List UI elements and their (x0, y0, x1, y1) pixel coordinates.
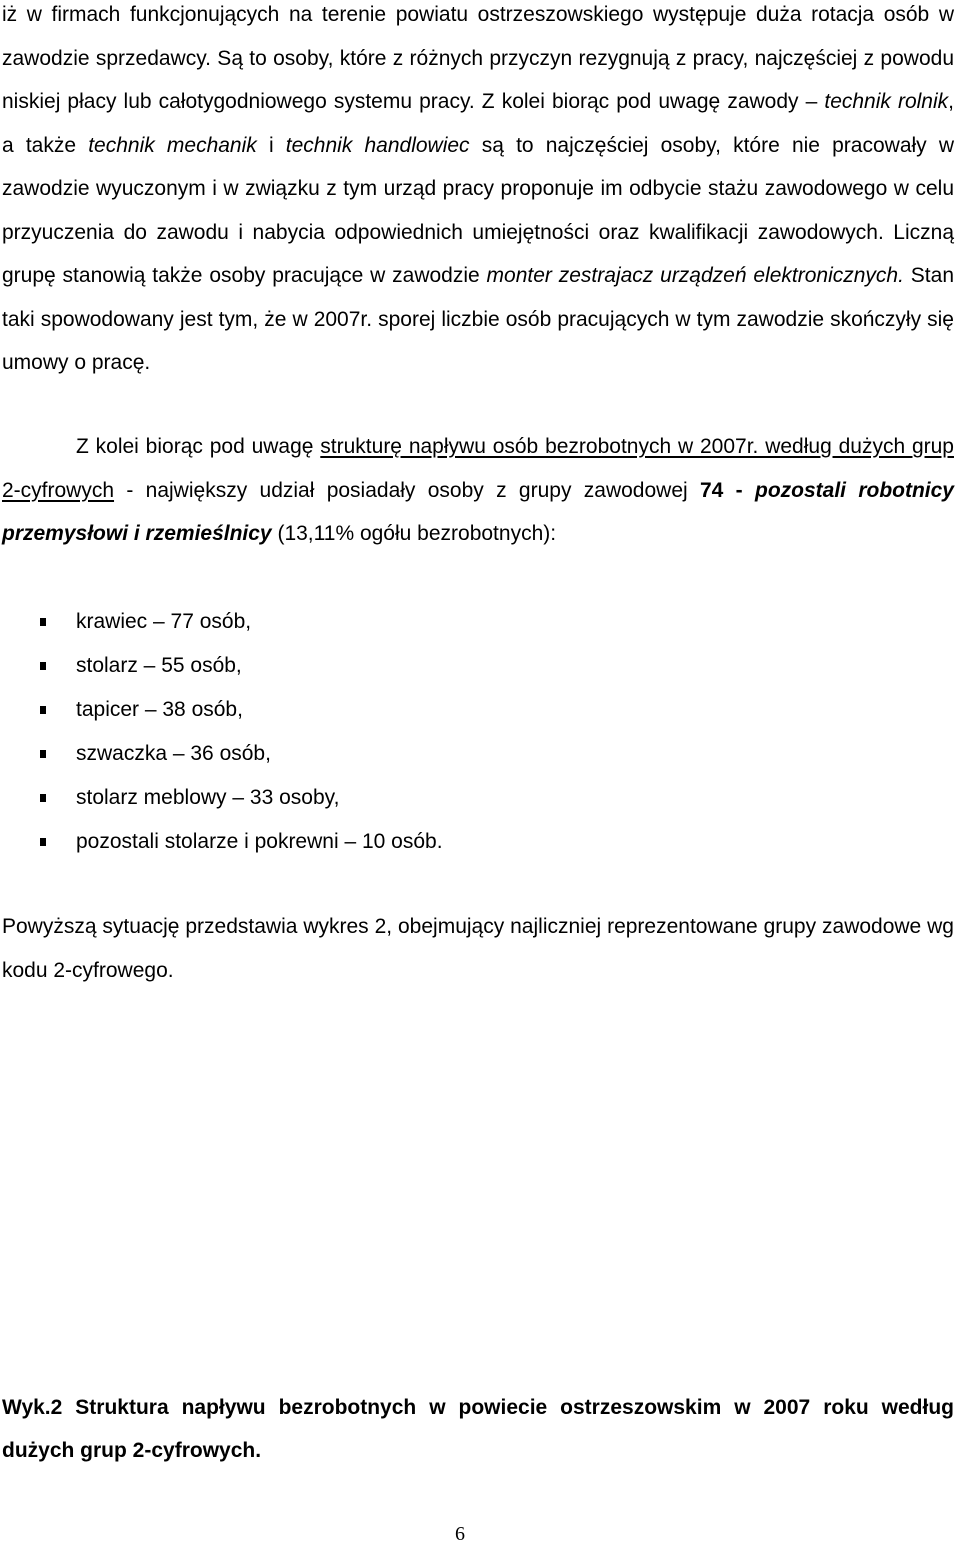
list-item (0, 732, 443, 776)
paragraph-structure (2, 425, 954, 556)
paragraph-chart-intro: Powyższą sytuację przedstawia wykres 2, obejmujący najliczniej reprezentowane grupy zawodowe wg kodu 2-cyfrowego. (2, 915, 954, 982)
list-item-text: stolarz – 55 osób, (76, 654, 242, 677)
italic-profession: technik rolnik (824, 90, 949, 113)
list-item-text: szwaczka – 36 osób, (76, 742, 271, 765)
list-item-text: pozostali stolarze i pokrewni – 10 osób. (76, 830, 443, 853)
list-item (0, 600, 443, 644)
text-run: , a także (2, 90, 954, 157)
list-item (0, 644, 443, 688)
italic-profession: monter zestrajacz urządzeń elektronicznych. (486, 264, 904, 287)
square-bullet-icon (40, 794, 46, 802)
list-item (0, 820, 443, 864)
text-run: i (256, 133, 286, 157)
profession-list (0, 600, 443, 864)
list-item-text: krawiec – 77 osób, (76, 610, 252, 633)
square-bullet-icon (40, 662, 46, 670)
bold-italic-group-name: pozostali robotnicy przemysłowi i rzemieślnicy (2, 478, 954, 545)
bold-group-code: 74 - (700, 478, 755, 502)
page-number: 6 (455, 1523, 465, 1545)
text-run: - największy udział posiadały osoby z grupy zawodowej (114, 478, 700, 502)
underlined-phrase: strukturę napływu osób bezrobotnych w 2007r. według dużych grup 2-cyfrowych (2, 435, 954, 502)
square-bullet-icon (40, 706, 46, 714)
list-item (0, 776, 443, 820)
italic-profession: technik mechanik (88, 133, 257, 157)
text-run: są to najczęściej osoby, które nie pracowały w zawodzie wyuczonym i w związku z tym urząd pracy proponuje im odbycie stażu zawodowego w celu przyuczenia do zawodu i nabycia odpowiednich umiejętności oraz kwalifikacji zawodowych. Liczną grupę stanowią także osoby pracujące w zawodzie (2, 133, 954, 287)
italic-profession: technik handlowiec (285, 133, 470, 157)
square-bullet-icon (40, 618, 46, 626)
square-bullet-icon (40, 838, 46, 846)
text-run: Stan taki spowodowany jest tym, że w 2007r. sporej liczbie osób pracujących w tym zawodzie skończyły się umowy o pracę. (2, 264, 955, 374)
text-run: iż w firmach funkcjonujących na terenie powiatu ostrzeszowskiego występuje duża rotacja osób w zawodzie sprzedawcy. Są to osoby, które z różnych przyczyn rezygnują z pracy, najczęściej z powodu niskiej płacy lub całotygodniowego systemu pracy. Z kolei biorąc pod uwagę zawody – (2, 3, 954, 113)
list-item-text: tapicer – 38 osób, (76, 698, 243, 721)
text-run: (13,11% ogółu bezrobotnych): (271, 522, 557, 545)
square-bullet-icon (40, 750, 46, 758)
list-item-text: stolarz meblowy – 33 osoby, (76, 786, 340, 809)
text-run: Z kolei biorąc pod uwagę (76, 435, 321, 458)
list-item (0, 688, 443, 732)
paragraph-rotation (2, 0, 954, 385)
chart-caption: Wyk.2 Struktura napływu bezrobotnych w powiecie ostrzeszowskim w 2007 roku według dużych grup 2-cyfrowych. (2, 1396, 954, 1462)
